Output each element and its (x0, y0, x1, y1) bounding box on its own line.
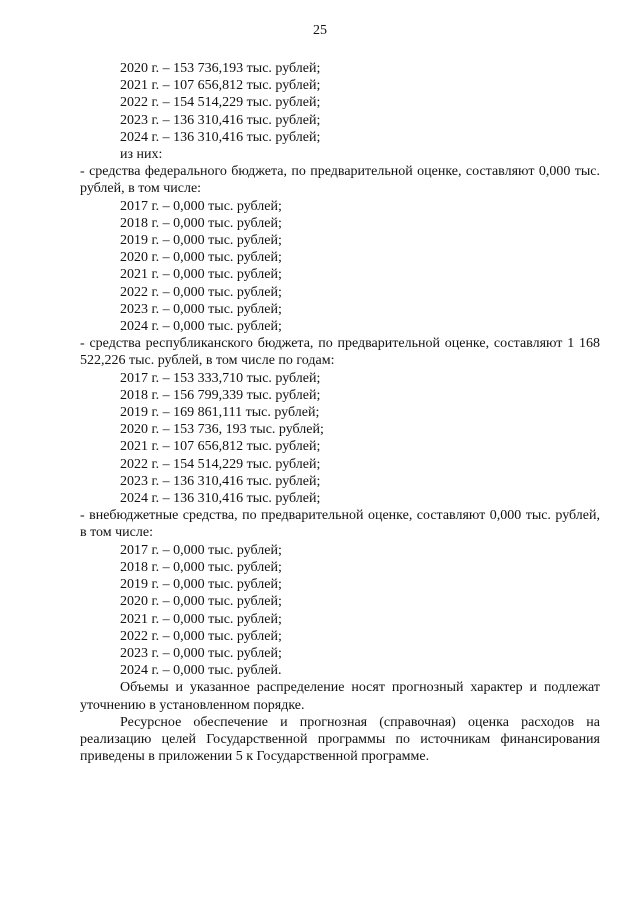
list-item: 2023 г. – 0,000 тыс. рублей; (120, 301, 282, 317)
list-item: 2017 г. – 0,000 тыс. рублей; (120, 198, 282, 214)
federal-budget-intro: - средства федерального бюджета, по предварительной оценке, составляют 0,000 тыс. рублей, в том числе: (80, 164, 600, 197)
list-item: 2020 г. – 153 736,193 тыс. рублей; (120, 61, 321, 76)
page-number: 25 (313, 23, 327, 38)
list-item: 2017 г. – 0,000 тыс. рублей; (120, 542, 282, 558)
list-item: из них: (120, 147, 163, 163)
list-item: 2021 г. – 0,000 тыс. рублей; (120, 267, 282, 283)
list-item: 2024 г. – 0,000 тыс. рублей; (120, 319, 282, 335)
list-item: 2021 г. – 107 656,812 тыс. рублей; (120, 78, 321, 94)
forecast-note-paragraph: Объемы и указанное распределение носят прогнозный характер и подлежат уточнению в установленном порядке. (80, 680, 600, 713)
list-item: 2020 г. – 0,000 тыс. рублей; (120, 250, 282, 266)
list-item: 2020 г. – 0,000 тыс. рублей; (120, 594, 282, 610)
list-item: 2024 г. – 0,000 тыс. рублей. (120, 663, 282, 679)
list-item: 2022 г. – 0,000 тыс. рублей; (120, 628, 282, 644)
list-item: 2021 г. – 0,000 тыс. рублей; (120, 611, 282, 627)
list-item: 2018 г. – 0,000 тыс. рублей; (120, 215, 282, 231)
list-item: 2023 г. – 0,000 тыс. рублей; (120, 645, 282, 661)
list-item: 2024 г. – 136 310,416 тыс. рублей; (120, 129, 321, 145)
list-item: 2019 г. – 0,000 тыс. рублей; (120, 233, 282, 249)
list-item: 2018 г. – 156 799,339 тыс. рублей; (120, 387, 321, 403)
list-item: 2022 г. – 154 514,229 тыс. рублей; (120, 456, 321, 472)
federal-budget-section (80, 163, 600, 335)
list-item: 2023 г. – 136 310,416 тыс. рублей; (120, 112, 321, 128)
list-item: 2018 г. – 0,000 тыс. рублей; (120, 559, 282, 575)
list-item: 2021 г. – 107 656,812 тыс. рублей; (120, 439, 321, 455)
list-item: 2020 г. – 153 736, 193 тыс. рублей; (120, 422, 324, 438)
list-item: 2019 г. – 0,000 тыс. рублей; (120, 577, 282, 593)
list-item: 2023 г. – 136 310,416 тыс. рублей; (120, 473, 321, 489)
list-item: 2019 г. – 169 861,111 тыс. рублей; (120, 405, 320, 421)
extrabudgetary-section (80, 507, 600, 679)
extrabudgetary-intro: - внебюджетные средства, по предварительной оценке, составляют 0,000 тыс. рублей, в том числе: (80, 508, 600, 541)
list-item: 2022 г. – 154 514,229 тыс. рублей; (120, 95, 321, 111)
list-item: 2022 г. – 0,000 тыс. рублей; (120, 284, 282, 300)
list-item: 2017 г. – 153 333,710 тыс. рублей; (120, 370, 321, 386)
list-item: 2024 г. – 136 310,416 тыс. рублей; (120, 491, 321, 507)
resource-provision-paragraph: Ресурсное обеспечение и прогнозная (справочная) оценка расходов на реализацию целей Государственной программы по источникам финансирования приведены в приложении 5 к Государственной программе. (80, 714, 600, 765)
republican-budget-section (80, 335, 600, 507)
republican-budget-intro: - средства республиканского бюджета, по предварительной оценке, составляют 1 168 522,226 тыс. рублей, в том числе по годам: (80, 336, 600, 369)
document-body (80, 60, 600, 765)
total-continued-list (80, 60, 600, 163)
